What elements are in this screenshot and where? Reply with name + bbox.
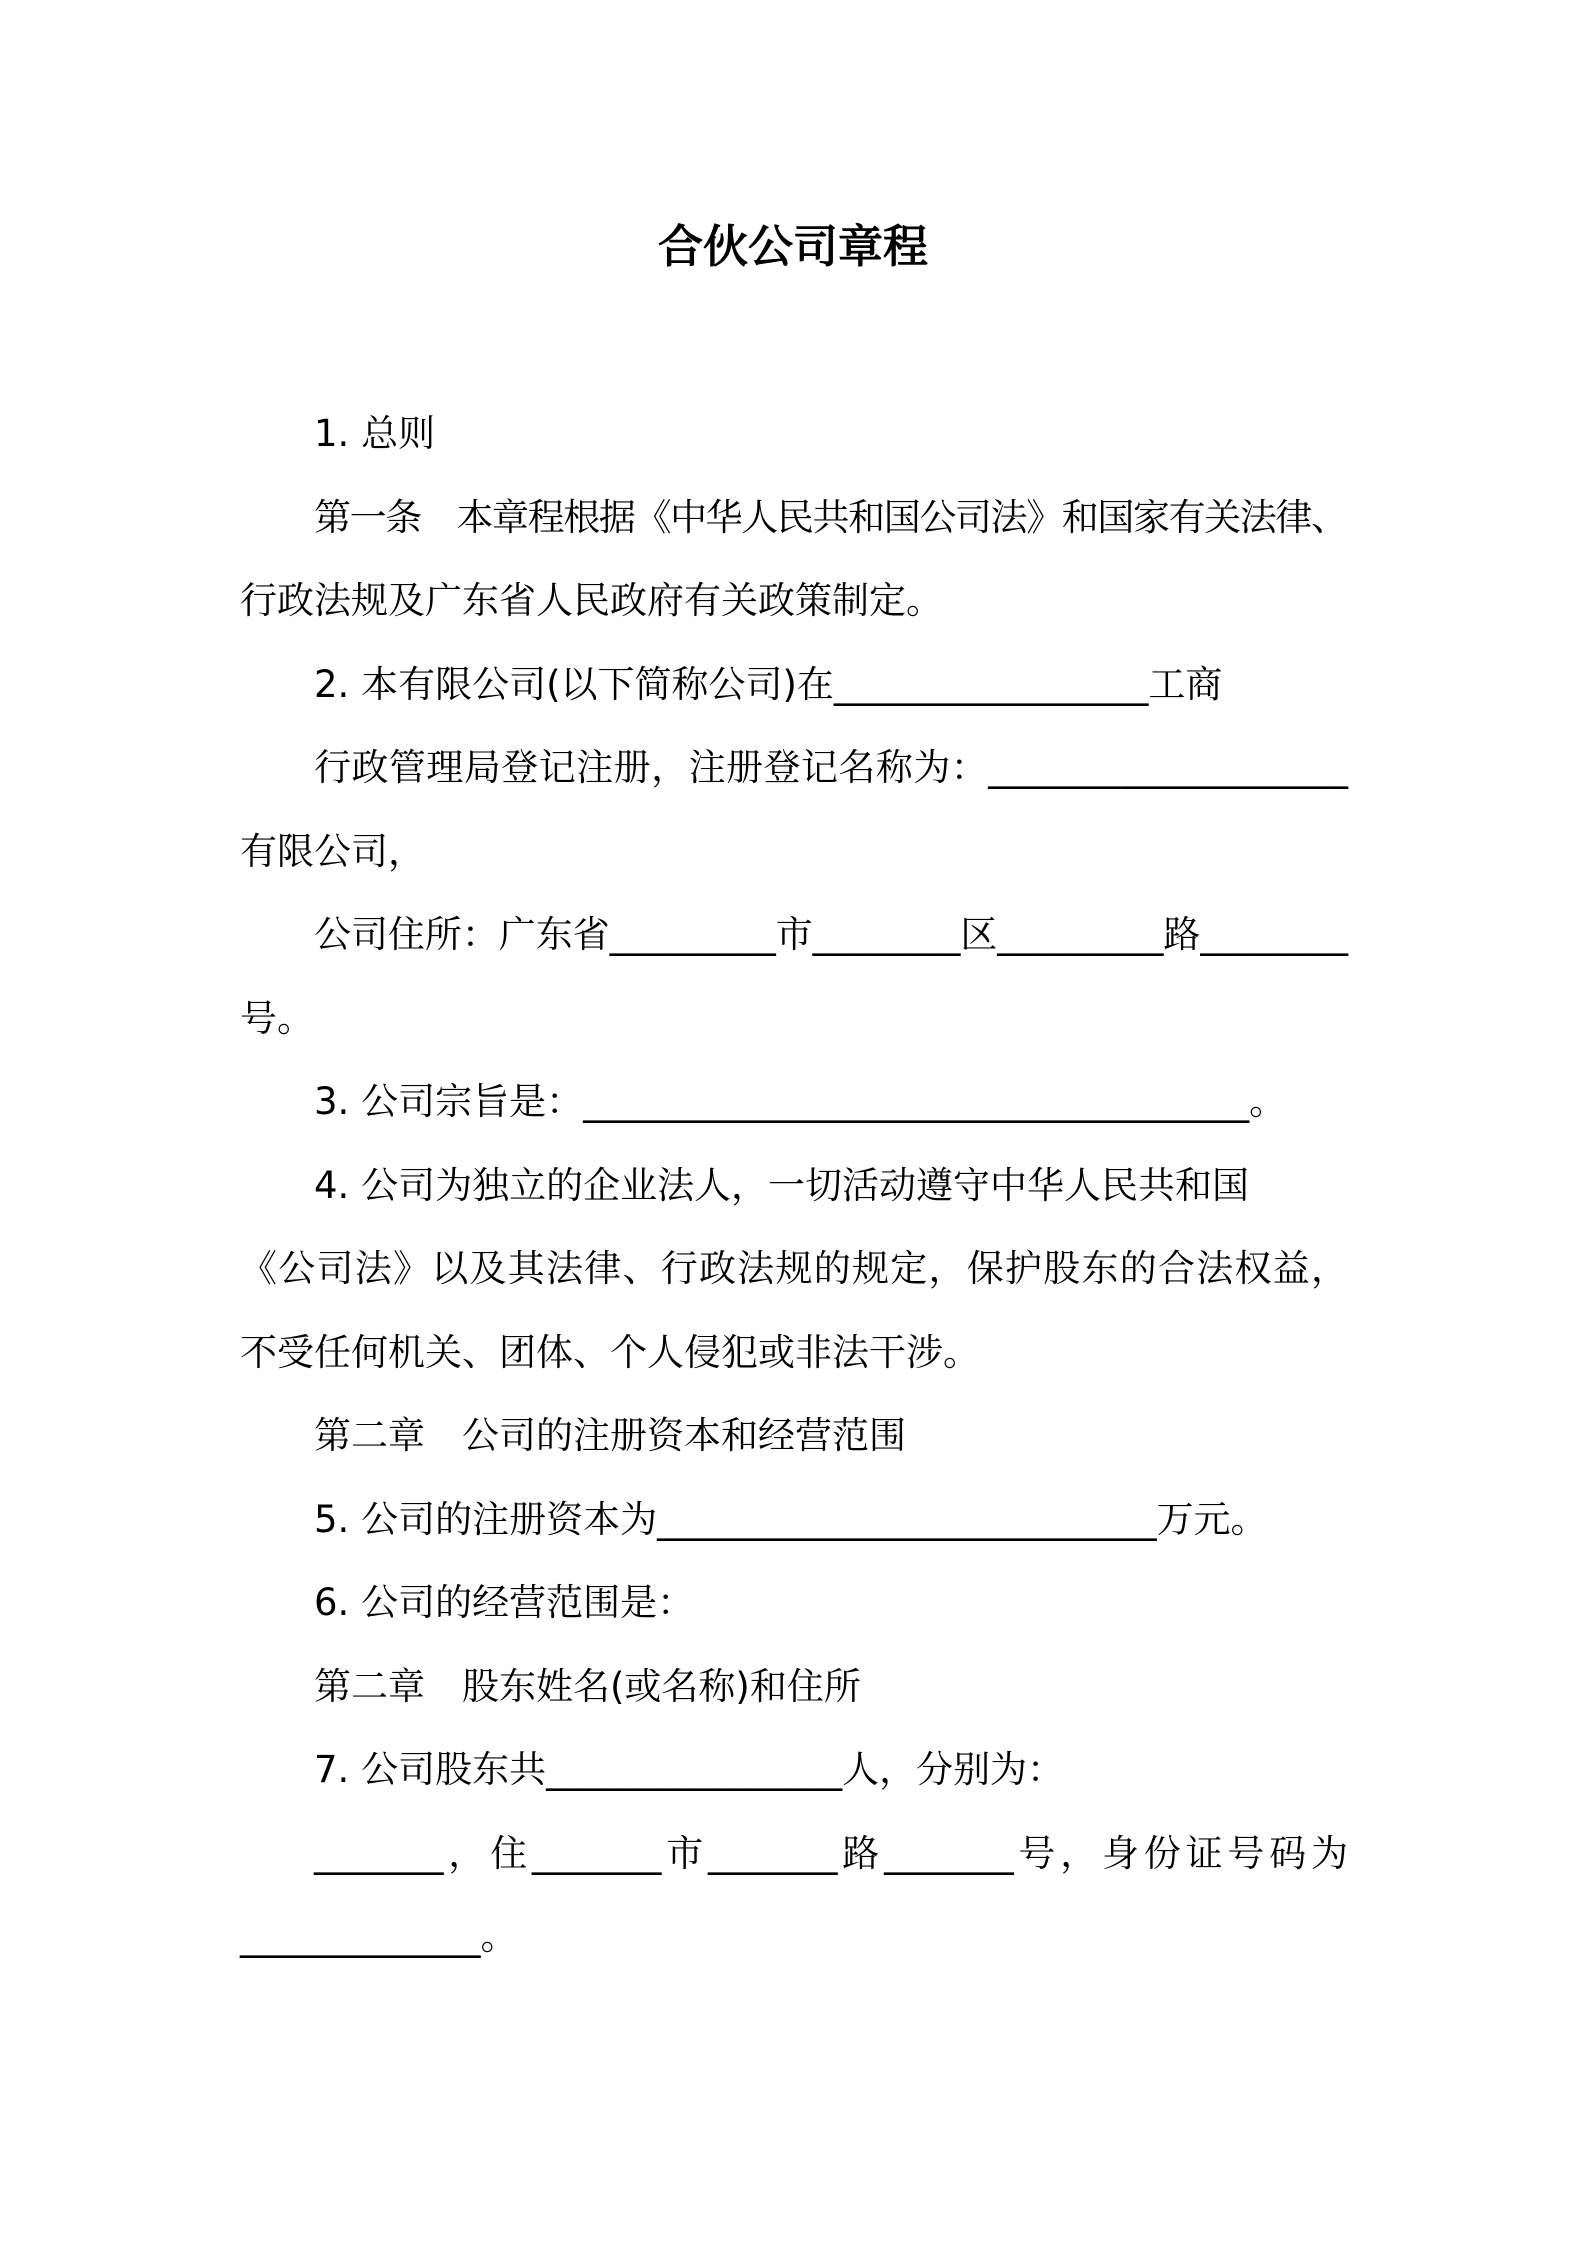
clause-4-legal-person-line: 4. 公司为独立的企业法人，一切活动遵守中华人民共和国 [314,1163,1250,1207]
company-address-line: 号。 [240,996,314,1040]
paragraph [240,1144,1348,1395]
shareholder-details-line: _______，住_______市_______路_______号，身份证号码为 [314,1831,1348,1875]
paragraph [240,1394,1348,1478]
paragraph [240,1645,1348,1729]
clause-3-purpose-line: 3. 公司宗旨是：____________________________________。 [314,1080,1287,1123]
registered-name-line: 行政管理局登记注册，注册登记名称为：___________________ [314,746,1349,789]
paragraph [240,1561,1348,1645]
paragraph [240,1478,1348,1562]
company-address-line: 公司住所：广东省_________市________区_________路________ [314,913,1348,956]
clause-2-registration-line: 2. 本有限公司(以下简称公司)在_________________工商 [314,662,1223,706]
paragraph [240,1728,1348,1812]
registered-name-line: 有限公司， [240,829,425,873]
paragraph [240,643,1348,727]
paragraph [240,893,1348,1060]
paragraph [240,1812,1348,1979]
clause-6-business-scope-line: 6. 公司的经营范围是： [314,1581,695,1624]
paragraph [240,476,1348,643]
shareholder-details-line: _____________。 [240,1915,518,1958]
article-1-line: 第一条 本章程根据《中华人民共和国公司法》和国家有关法律、 [314,495,1347,539]
clause-7-shareholder-count-line: 7. 公司股东共________________人，分别为： [314,1748,1065,1791]
document-body [240,392,1348,1979]
paragraph [240,392,1348,476]
chapter-2-heading-capital-scope: 第二章 公司的注册资本和经营范围 [314,1414,906,1457]
paragraph [240,1060,1348,1144]
clause-4-legal-person-line: 不受任何机关、团体、个人侵犯或非法干涉。 [240,1330,980,1374]
article-1-line: 行政法规及广东省人民政府有关政策制定。 [240,579,943,622]
document-title: 合伙公司章程 [657,220,928,273]
chapter-2-heading-shareholders: 第二章 股东姓名(或名称)和住所 [314,1664,861,1708]
section-heading-general-provisions: 1. 总则 [314,412,436,455]
paragraph [240,726,1348,893]
clause-4-legal-person-line: 《公司法》以及其法律、行政法规的规定，保护股东的合法权益， [240,1247,1350,1290]
clause-5-registered-capital-line: 5. 公司的注册资本为___________________________万元。 [314,1497,1268,1541]
